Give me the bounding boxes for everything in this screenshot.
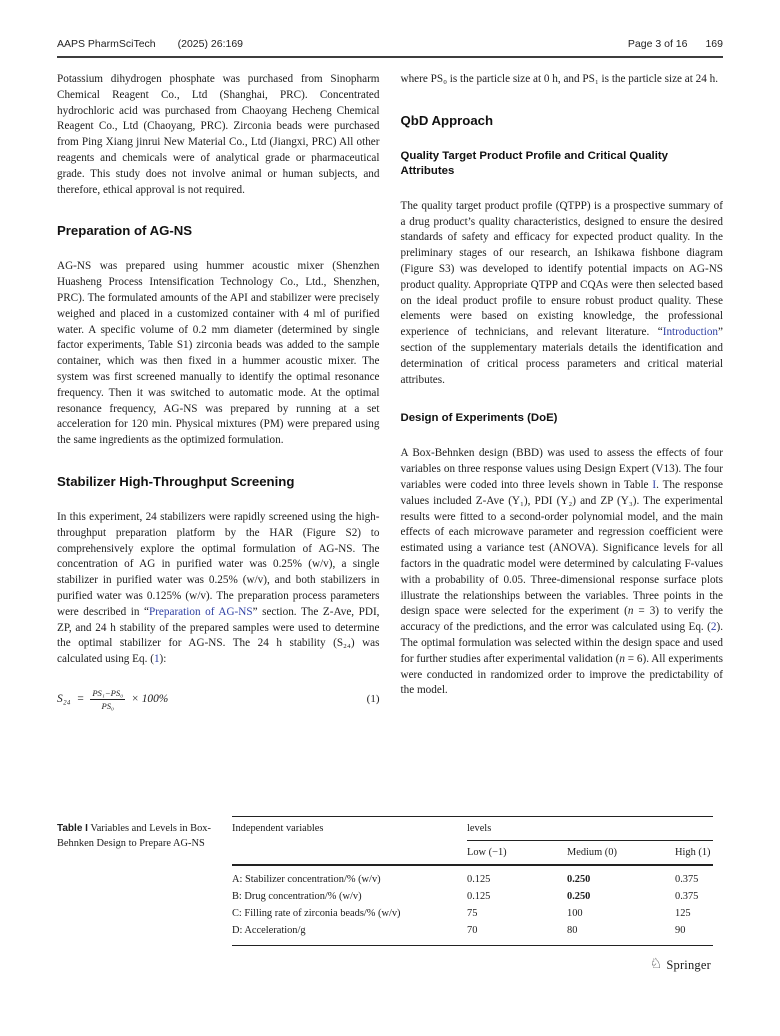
cell-low: 0.125 [467,874,491,885]
left-column [57,72,380,711]
page-footer [57,957,723,973]
article-number: 169 [705,38,723,50]
journal-title: AAPS PharmSciTech [57,38,156,50]
col-header-levels: levels [467,823,713,841]
doe-text-3: = 3) to verify the accuracy of the predictions, and the error was calculated using Eq. ( [400,605,724,634]
doe-text-5: = 6). All experiments were conducted in randomized order to improve the predictability of the model. [400,652,723,697]
paragraph-where: where PS₀ is the particle size at 0 h, and PS₁ is the particle size at 24 h. [400,73,719,85]
table-body [232,866,713,946]
qtpp-text-2: ” section of the supplementary materials details the identification and determination of critical process parameters and critical material attributes. [400,326,723,386]
page-header [57,38,723,58]
doe-text-4: ). The optimal formulation was selected within the design space and used for further studies after experimental validation ( [400,621,723,665]
table-row-acceleration [232,922,713,939]
equation-1-body [57,688,168,711]
heading-doe: Design of Experiments (DoE) [400,412,558,425]
equation-lhs: S₂₄ [57,693,71,706]
table-1 [232,816,713,946]
paragraph-preparation: AG-NS was prepared using hummer acoustic mixer (Shenzhen Huasheng Process Intensification Technology Co., Ltd., Shenzhen, PRC). The formulated amounts of the API and stabilizer were precisely weighed and placed in a customized container with 4 ml of purified water. A specific volume of 0.2 mm diameter (determined by single factor experiments, Table S1) zirconia beads was added to the sample container, which was then fixed in a hummer acoustic mixer. The system was first screened manually to identify the optimal resonance frequency. Then it was switched to automatic mode. At the optimal resonance frequency, AG-NS was prepared by running at a set acceleration for 120 min. Physical mixtures (PM) were prepared using the same ingredients as the optimized formulation. [57,260,380,447]
cell-low: 0.125 [467,891,491,902]
table-1-caption-text: Variables and Levels in Box-Behnken Design to Prepare AG-NS [57,823,211,849]
cell-medium: 80 [567,925,578,936]
doe-text-1: A Box-Behnken design (BBD) was used to assess the effects of four variables on three response values using Design Expert (V13). The four variables were coded into three levels shown in Table [400,447,723,491]
heading-stabilizer-screening: Stabilizer High-Throughput Screening [57,473,295,489]
cell-medium: 0.250 [567,874,591,885]
header-left [57,38,243,50]
equation-1 [57,688,380,711]
screening-text-3: ): [159,653,167,666]
cell-medium: 0.250 [567,891,591,902]
heading-qtpp: Quality Target Product Profile and Critical Quality Attributes [400,149,669,177]
table-row-filling-rate [232,905,713,922]
publisher-name: Springer [666,957,711,972]
equation-number: (1) [366,693,380,706]
table-1-caption-label: Table I [57,823,88,834]
springer-logo [650,958,711,973]
header-right [628,38,723,50]
springer-knight-icon: ♘ [649,957,663,972]
cell-variable: C: Filling rate of zirconia beads/% (w/v) [232,908,401,919]
issue-info: (2025) 26:169 [177,38,244,50]
cell-variable: D: Acceleration/g [232,925,306,936]
link-table-1[interactable]: I [652,478,657,491]
cell-high: 125 [675,908,691,919]
doe-text-2: . The response values included Z-Ave (Y₁), PDI (Y₂) and ZP (Y₃). The experimental results were fitted to a second-order polynomial model, and the main effects of each microwave parameter and regression coefficient were estimated using a variance test (ANOVA). Significance levels for all factors in the quadratic model were determined by calculating F-values with a probability of 0.05. Three-dimensional response surface plots illustrate the relationships between the variables. Three points in the design space were selected for the experiment ( [400,478,723,618]
screening-text-1: In this experiment, 24 stabilizers were rapidly screened using the high-throughput preparation platform by the HAR (Figure S2) to comprehensively explore the optimal formulation of AG-NS. The concentration of AG in purified water was 0.25% (w/v), a single stabilizer in purified water was 0.25% (w/v), and both stabilizers in purified water was 0.125% (w/v). The preparation process parameters were described in “ [57,510,380,618]
table-row-drug-concentration [232,888,713,905]
equation-equals: = [76,693,85,706]
paragraph-qtpp [401,199,724,389]
paragraph-screening [57,510,380,668]
table-1-section [57,816,723,946]
qtpp-text-1: The quality target product profile (QTPP) is a prospective summary of a drug product’s quality characteristics, designed to ensure the desired standards of safety and efficacy for expected product quality. In the preliminary stages of our research, an Ishikawa fishbone diagram (Figure S3) was developed to identify potential impacts on AG-NS product quality. Appropriate QTPP and CQAs were then selected based on the ideal product profile to ensure robust product quality. These elements were based on existing knowledge, the professional experience of technicians, and relevant literature. “ [400,199,723,339]
paragraph-doe [401,446,724,699]
col-header-medium: Medium (0) [567,847,617,858]
right-column [401,72,724,711]
doe-italic-n2: n [619,652,625,665]
heading-preparation-of-ag-ns: Preparation of AG-NS [57,223,193,239]
table-group-header-row [232,817,713,841]
cell-low: 75 [467,908,478,919]
article-page [57,38,723,711]
link-preparation-of-ag-ns[interactable]: Preparation of AG-NS [148,605,253,618]
two-column-body [57,72,723,711]
table-1-caption [57,816,215,946]
equation-factor: × 100% [131,693,169,706]
col-header-independent-variables: Independent variables [232,823,324,834]
cell-high: 0.375 [675,891,699,902]
table-row-stabilizer-concentration [232,871,713,888]
col-header-high: High (1) [675,847,711,858]
cell-low: 70 [467,925,478,936]
table-level-header-row [232,841,713,866]
cell-variable: A: Stabilizer concentration/% (w/v) [232,874,381,885]
link-equation-1[interactable]: 1 [153,653,160,666]
doe-italic-n1: n [627,605,634,618]
equation-denominator: PS₀ [101,700,115,711]
col-header-low: Low (−1) [467,847,507,858]
page-number-label: Page 3 of 16 [627,38,688,50]
heading-qbd-approach: QbD Approach [400,112,494,128]
cell-medium: 100 [567,908,583,919]
link-introduction[interactable]: Introduction [662,326,719,339]
equation-numerator: PS₁−PS₀ [92,687,124,698]
link-equation-2[interactable]: 2 [710,621,717,634]
screening-text-2: ” section. The Z-Ave, PDI, ZP, and 24 h stability of the prepared samples were used to determine the optimal stabilizer for AG-NS. The 24 h stability (S₂₄) was calculated using Eq. ( [57,605,380,666]
cell-high: 0.375 [675,874,699,885]
cell-high: 90 [675,925,686,936]
cell-variable: B: Drug concentration/% (w/v) [232,891,362,902]
equation-fraction [90,688,125,711]
paragraph-materials: Potassium dihydrogen phosphate was purchased from Sinopharm Chemical Reagent Co., Ltd (Shanghai, PRC). Concentrated hydrochloric acid was purchased from Chaoyang Hecheng Chemical Reagent Co., Ltd (Chaoyang, PRC). Zirconia beads were purchased from Ping Xiang jinrui New Material Co., Ltd (Jiangxi, PRC) All other reagents and chemicals were of analytical grade or pharmaceutical grade. This study does not involve animal or human subjects, and therefore, ethical approval is not required. [57,73,380,196]
